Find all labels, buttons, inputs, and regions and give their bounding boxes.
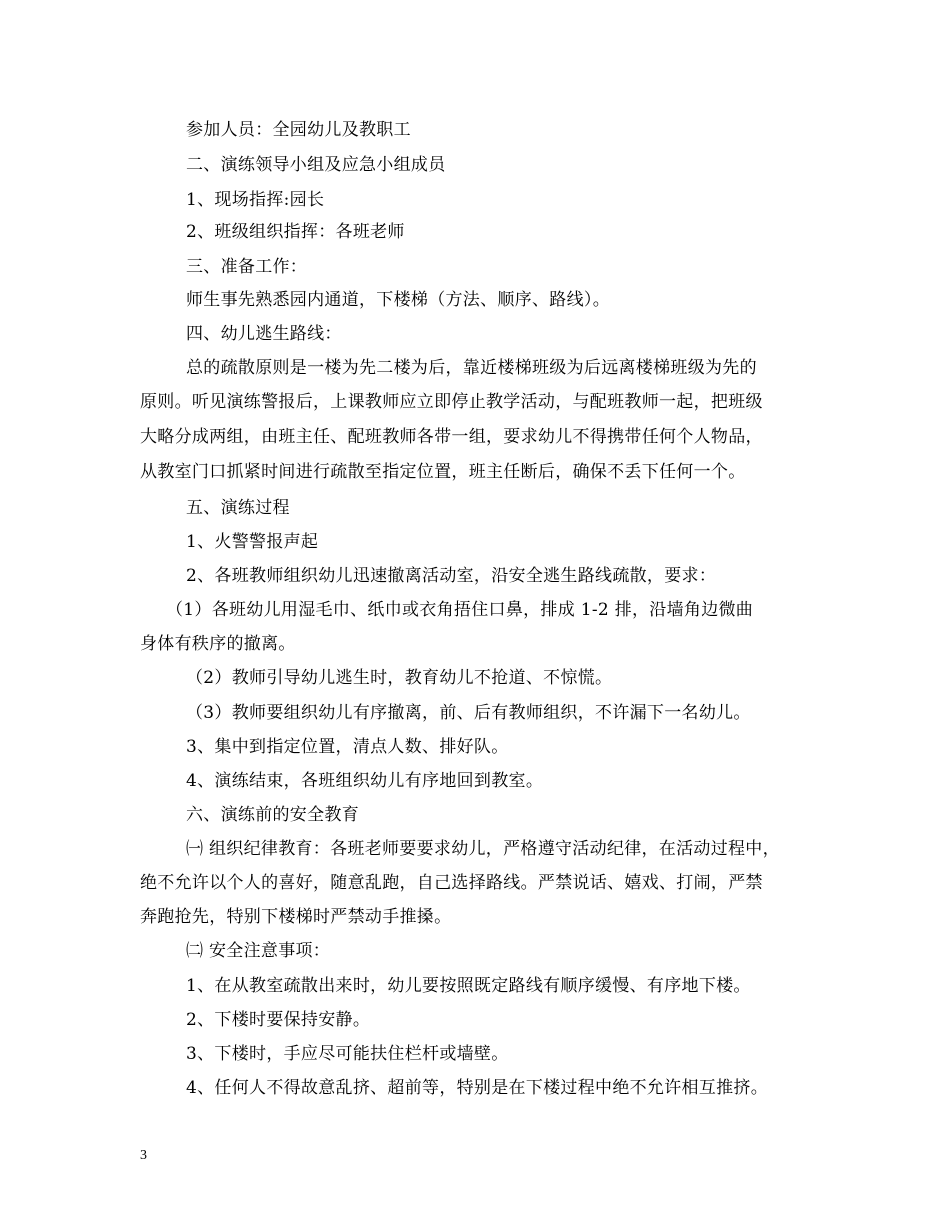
section-heading: 四、幼儿逃生路线： — [186, 324, 342, 344]
text-line: 3、下楼时，手应尽可能扶住栏杆或墙壁。 — [186, 1044, 509, 1064]
text-line: 2、下楼时要保持安静。 — [186, 1010, 371, 1030]
text-line: 参加人员：全园幼儿及教职工 — [186, 120, 411, 140]
section-heading: 二、演练领导小组及应急小组成员 — [186, 155, 446, 175]
text-line: （3）教师要组织幼儿有序撤离，前、后有教师组织，不许漏下一名幼儿。 — [186, 703, 751, 723]
text-line: 2、各班教师组织幼儿迅速撤离活动室，沿安全逃生路线疏散，要求： — [186, 566, 717, 586]
text-line: 总的疏散原则是一楼为先二楼为后，靠近楼梯班级为后远离楼梯班级为先的 — [186, 358, 757, 378]
text-line: 1、现场指挥:园长 — [186, 190, 325, 210]
text-line: 大略分成两组，由班主任、配班教师各带一组，要求幼儿不得携带任何个人物品， — [140, 427, 763, 447]
section-heading: 三、准备工作： — [186, 257, 308, 277]
text-line: 1、在从教室疏散出来时，幼儿要按照既定路线有顺序缓慢、有序地下楼。 — [186, 976, 751, 996]
text-line: （1）各班幼儿用湿毛巾、纸巾或衣角捂住口鼻，排成 1-2 排，沿墙角边微曲 — [166, 600, 754, 620]
text-line: ㈡ 安全注意事项： — [186, 941, 331, 961]
page-number: 3 — [140, 1148, 147, 1163]
text-line: 4、任何人不得故意乱挤、超前等，特别是在下楼过程中绝不允许相互推挤。 — [186, 1078, 769, 1098]
text-line: 从教室门口抓紧时间进行疏散至指定位置，班主任断后，确保不丢下任何一个。 — [140, 462, 746, 482]
text-line: 2、班级组织指挥：各班老师 — [186, 222, 405, 242]
text-line: 师生事先熟悉园内通道，下楼梯（方法、顺序、路线）。 — [186, 290, 610, 310]
section-heading: 六、演练前的安全教育 — [186, 805, 359, 825]
text-line: ㈠ 组织纪律教育：各班老师要要求幼儿，严格遵守活动纪律，在活动过程中， — [186, 839, 780, 859]
text-line: 1、火警警报声起 — [186, 532, 319, 552]
text-line: 绝不允许以个人的喜好，随意乱跑，自己选择路线。严禁说话、嬉戏、打闹，严禁 — [140, 873, 763, 893]
text-line: 奔跑抢先，特别下楼梯时严禁动手推搡。 — [140, 907, 452, 927]
text-line: 3、集中到指定位置，清点人数、排好队。 — [186, 737, 509, 757]
section-heading: 五、演练过程 — [186, 498, 290, 518]
text-line: （2）教师引导幼儿逃生时，教育幼儿不抢道、不惊慌。 — [186, 668, 613, 688]
text-line: 4、演练结束，各班组织幼儿有序地回到教室。 — [186, 771, 544, 791]
text-line: 身体有秩序的撤离。 — [140, 634, 296, 654]
text-line: 原则。听见演练警报后，上课教师应立即停止教学活动，与配班教师一起，把班级 — [140, 392, 763, 412]
